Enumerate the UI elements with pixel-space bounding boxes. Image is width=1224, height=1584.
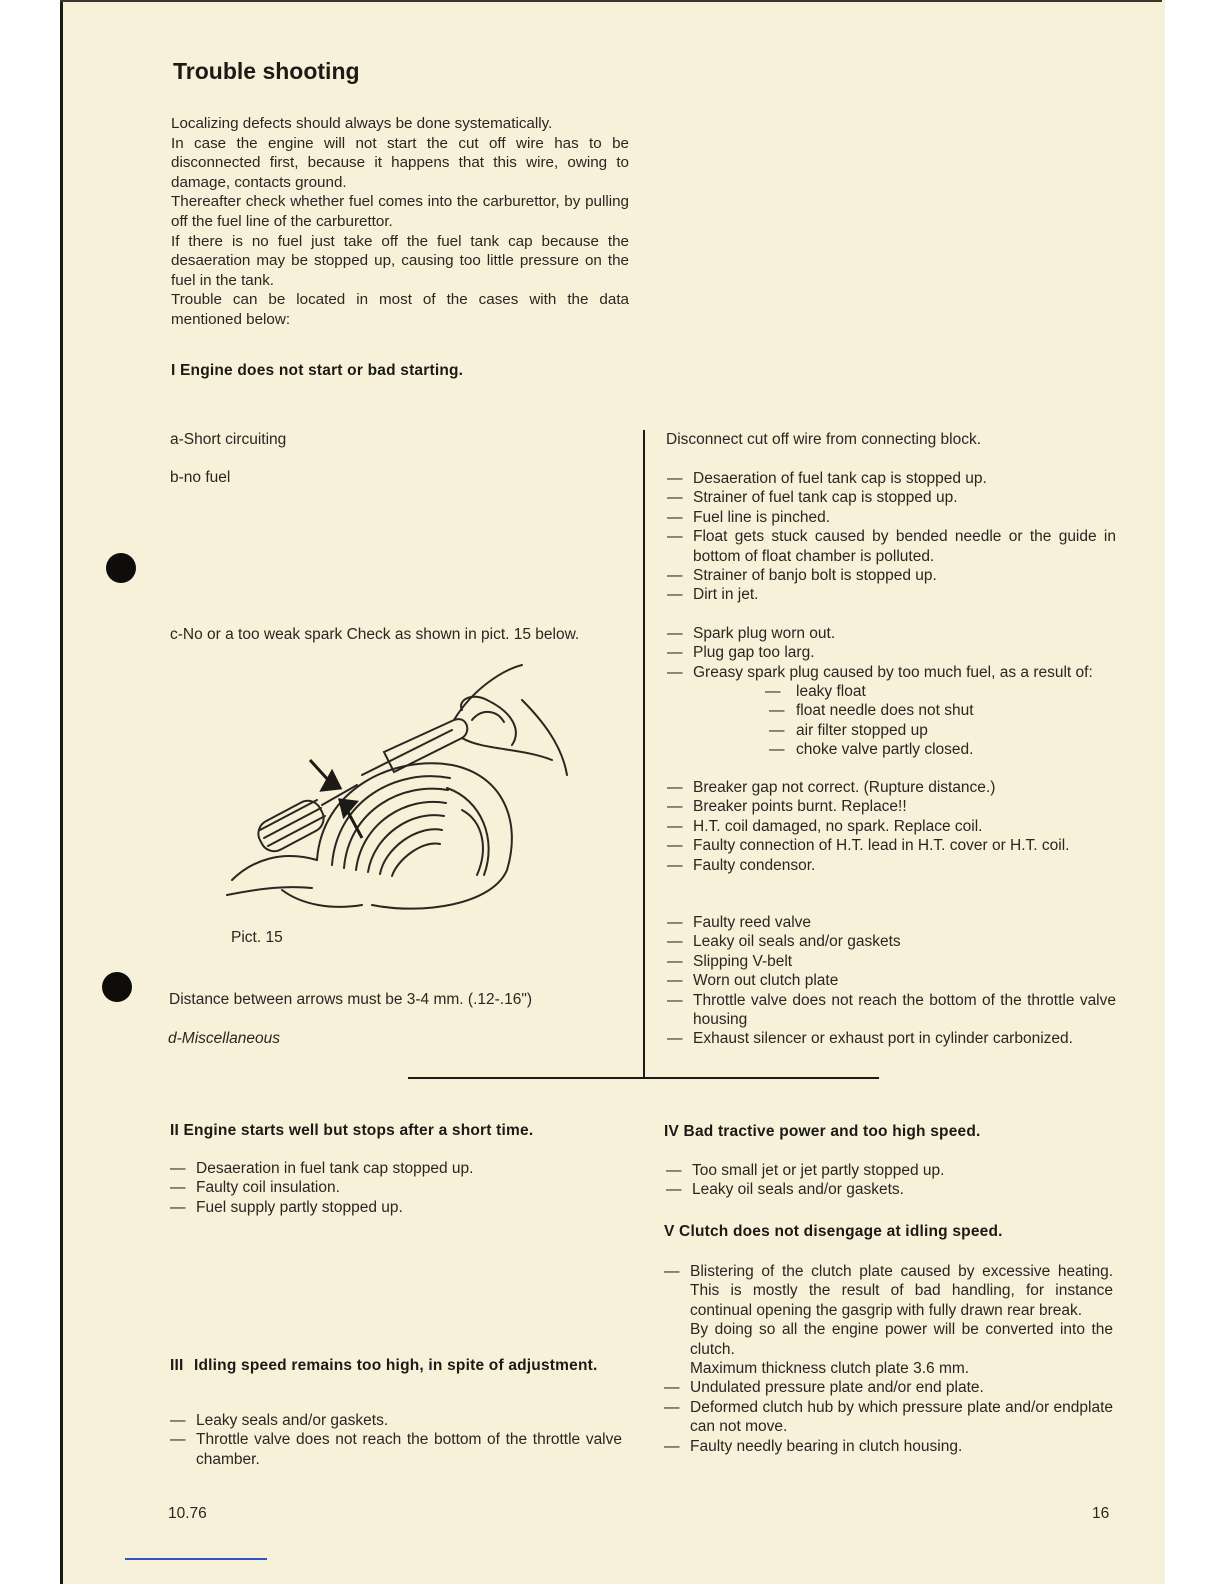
list-item: — Spark plug worn out. xyxy=(667,624,1116,643)
intro-line: If there is no fuel just take off the fuel tank cap because the desaeration may be stopped up, causing too little pressure on the fuel in the tank. xyxy=(171,232,629,289)
list-item: — Desaeration of fuel tank cap is stopped up. xyxy=(667,469,1116,488)
intro-line: Localizing defects should always be done systematically. xyxy=(171,115,553,132)
cause-c-text: c-No or a too weak spark Check as shown in pict. 15 below. xyxy=(170,626,580,643)
list-item xyxy=(664,1262,1113,1378)
list-item: — Leaky oil seals and/or gaskets. xyxy=(666,1180,1106,1199)
blister-text-3: Maximum thickness clutch plate 3.6 mm. xyxy=(690,1360,970,1378)
greasy-cause: — float needle does not shut xyxy=(693,701,1113,720)
section3-heading xyxy=(170,1356,625,1375)
list-item: — Throttle valve does not reach the bottom of the throttle valve chamber. xyxy=(170,1430,622,1469)
punch-hole xyxy=(106,553,136,583)
greasy-causes xyxy=(693,682,1113,760)
list-item: — Faulty reed valve xyxy=(667,913,1116,932)
list-item xyxy=(667,663,1116,682)
intro-line: In case the engine will not start the cut off wire has to be disconnected first, because it happens that this wire, owing to damage, contacts ground. xyxy=(171,134,629,191)
list-item: — Undulated pressure plate and/or end plate. xyxy=(664,1378,1113,1397)
list-item: — Too small jet or jet partly stopped up. xyxy=(666,1161,1106,1180)
list-item: — Strainer of fuel tank cap is stopped up. xyxy=(667,488,1116,507)
list-item: — Breaker gap not correct. (Rupture distance.) xyxy=(667,778,1116,797)
greasy-cause: — choke valve partly closed. xyxy=(693,740,1113,759)
section3-list xyxy=(170,1411,622,1469)
cause-c-label xyxy=(170,625,626,644)
blister-text: — Blistering of the clutch plate caused by excessive heating. This is mostly the result of bad handling, for instance continual opening the gasgrip with fully drawn rear break. xyxy=(690,1263,1113,1319)
greasy-cause: — air filter stopped up xyxy=(693,721,1113,740)
punch-hole xyxy=(102,972,132,1002)
page-number: 16 xyxy=(1092,1505,1110,1522)
section4-heading: IV Bad tractive power and too high speed. xyxy=(664,1123,981,1140)
section5-list xyxy=(664,1262,1113,1456)
section2-heading: II Engine starts well but stops after a short time. xyxy=(170,1122,534,1139)
list-item: — Deformed clutch hub by which pressure plate and/or endplate can not move. xyxy=(664,1398,1113,1437)
remedy-a: Disconnect cut off wire from connecting block. xyxy=(666,431,982,448)
list-item: — Faulty condensor. xyxy=(667,856,1116,875)
list-item: — Dirt in jet. xyxy=(667,585,1116,604)
intro-line: Trouble can be located in most of the cases with the data mentioned below: xyxy=(171,291,629,328)
greasy-text: Greasy spark plug caused by too much fuel, as a result of: xyxy=(693,663,1093,681)
list-item: — Fuel supply partly stopped up. xyxy=(170,1198,610,1217)
cause-d-label: d-Miscellaneous xyxy=(168,1030,280,1047)
intro-paragraph xyxy=(171,114,629,330)
list-item: — Float gets stuck caused by bended needle or the guide in bottom of float chamber is polluted. xyxy=(667,527,1116,566)
page-title: Trouble shooting xyxy=(173,58,360,84)
section4-list xyxy=(666,1161,1106,1200)
bottom-edge-mark xyxy=(125,1558,267,1560)
section3-number: III xyxy=(170,1357,184,1374)
remedy-b-list xyxy=(667,469,1116,605)
list-item: — Desaeration in fuel tank cap stopped up. xyxy=(170,1159,610,1178)
list-item: — H.T. coil damaged, no spark. Replace coil. xyxy=(667,817,1116,836)
column-divider xyxy=(643,430,645,1078)
remedy-c2-list xyxy=(667,778,1116,875)
list-item: — Faulty coil insulation. xyxy=(170,1178,610,1197)
greasy-cause: — leaky float xyxy=(765,683,866,700)
list-item: — Strainer of banjo bolt is stopped up. xyxy=(667,566,1116,585)
list-item: — Fuel line is pinched. xyxy=(667,508,1116,527)
list-item: — Leaky oil seals and/or gaskets xyxy=(667,932,1116,951)
list-item: — Plug gap too larg. xyxy=(667,643,1116,662)
list-item: — Leaky seals and/or gaskets. xyxy=(170,1411,622,1430)
intro-line: Thereafter check whether fuel comes into the carburettor, by pulling off the fuel line of the carburettor. xyxy=(171,193,629,230)
list-item: — Slipping V-belt xyxy=(667,952,1116,971)
cause-a-label: a-Short circuiting xyxy=(170,431,287,448)
section3-heading-text: Idling speed remains too high, in spite of adjustment. xyxy=(194,1357,598,1374)
list-item: — Worn out clutch plate xyxy=(667,971,1116,990)
remedy-c-list xyxy=(667,624,1116,682)
cause-b-label: b-no fuel xyxy=(170,469,231,486)
section2-list xyxy=(170,1159,610,1217)
distance-note: Distance between arrows must be 3-4 mm. (.12-.16") xyxy=(169,991,533,1008)
blister-text-2: By doing so all the engine power will be converted into the clutch. xyxy=(690,1321,1113,1358)
pict-caption: Pict. 15 xyxy=(231,929,283,946)
section1-heading: I Engine does not start or bad starting. xyxy=(171,362,464,379)
list-item: — Throttle valve does not reach the bottom of the throttle valve housing xyxy=(667,991,1116,1030)
list-item: — Faulty needly bearing in clutch housing. xyxy=(664,1437,1113,1456)
spark-check-illustration xyxy=(222,660,582,916)
list-item: — Exhaust silencer or exhaust port in cylinder carbonized. xyxy=(667,1029,1116,1048)
section-rule xyxy=(408,1077,879,1079)
page-top-edge xyxy=(60,0,1162,2)
footer-date: 10.76 xyxy=(168,1505,207,1522)
list-item: — Faulty connection of H.T. lead in H.T. cover or H.T. coil. xyxy=(667,836,1116,855)
list-item: — Breaker points burnt. Replace!! xyxy=(667,797,1116,816)
section5-heading: V Clutch does not disengage at idling speed. xyxy=(664,1223,1003,1240)
remedy-d-list xyxy=(667,913,1116,1049)
